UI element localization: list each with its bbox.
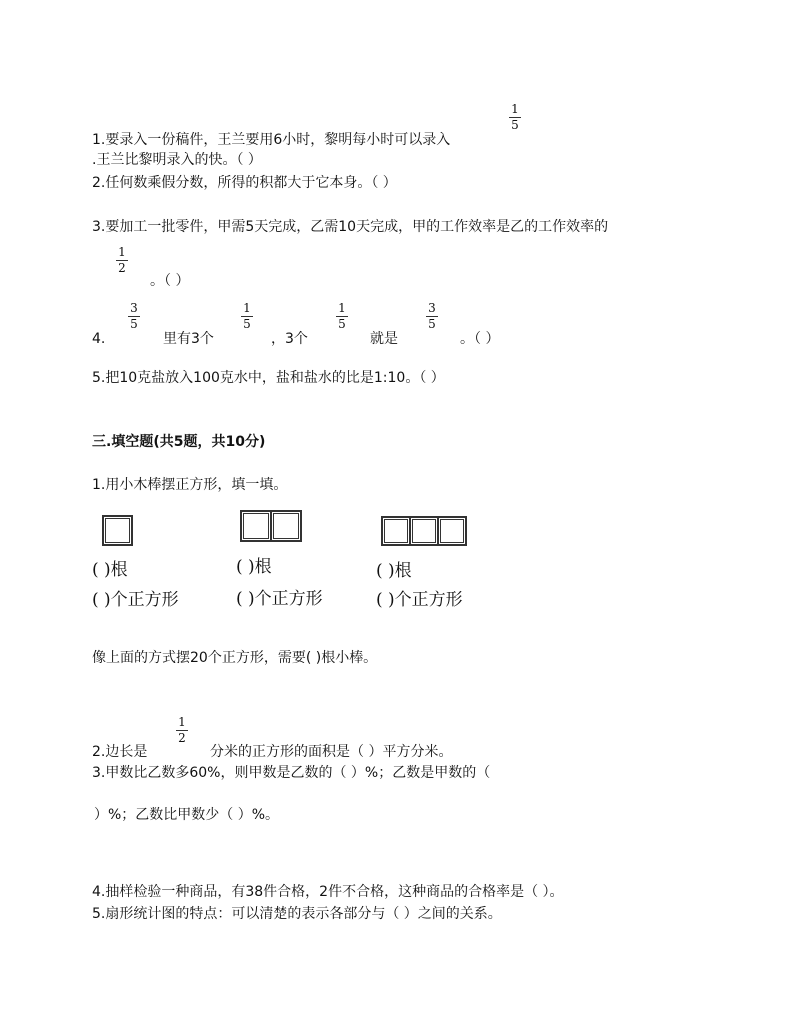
fill-question-5: 5.扇形统计图的特点：可以清楚的表示各部分与（ ）之间的关系。 xyxy=(92,906,502,922)
question-1-line2: .王兰比黎明录入的快。（ ） xyxy=(92,152,262,168)
fill-question-4: 4.抽样检验一种商品，有38件合格，2件不合格，这种商品的合格率是（ ）。 xyxy=(92,884,564,900)
question-3: 3.要加工一批零件，甲需5天完成，乙需10天完成，甲的工作效率是乙的工作效率的 xyxy=(92,219,609,235)
squares-blank-2: ( )个正方形 xyxy=(236,589,323,609)
fraction-q4-d xyxy=(424,302,440,331)
sticks-blank-2: ( )根 xyxy=(236,557,272,577)
fraction-numerator: 3 xyxy=(428,301,436,315)
section-heading: 三.填空题(共5题，共10分) xyxy=(92,434,266,450)
question-1-line1: 1.要录入一份稿件，王兰要用6小时，黎明每小时可以录入 xyxy=(92,132,451,148)
fraction-fill-q2 xyxy=(174,716,190,745)
fill-question-3-line1: 3.甲数比乙数多60%，则甲数是乙数的（ ）%；乙数是甲数的（ xyxy=(92,765,491,781)
fraction-numerator: 1 xyxy=(118,245,126,259)
question-4-mid3: 就是 xyxy=(370,331,398,347)
squares-blank-1: ( )个正方形 xyxy=(92,590,179,610)
question-4-mid1: 里有3个 xyxy=(163,331,214,347)
matchstick-square xyxy=(409,516,439,546)
fraction-denominator: 5 xyxy=(243,317,251,331)
fraction-q4-b xyxy=(239,302,255,331)
fill-question-2-start: 2.边长是 xyxy=(92,744,148,760)
fraction-numerator: 1 xyxy=(338,301,346,315)
fraction-q4-c xyxy=(334,302,350,331)
sticks-blank-1: ( )根 xyxy=(92,560,128,580)
sticks-blank-3: ( )根 xyxy=(376,561,412,581)
matchstick-square xyxy=(437,516,467,546)
fraction-denominator: 5 xyxy=(130,317,138,331)
question-4-number: 4. xyxy=(92,331,106,347)
fraction-q1 xyxy=(507,103,523,132)
fraction-numerator: 3 xyxy=(130,301,138,315)
squares-blank-3: ( )个正方形 xyxy=(376,590,463,610)
fraction-q3 xyxy=(114,246,130,275)
fraction-q4-a xyxy=(126,302,142,331)
fill-question-1-summary: 像上面的方式摆20个正方形，需要( )根小棒。 xyxy=(92,650,378,666)
question-2: 2.任何数乘假分数，所得的积都大于它本身。（ ） xyxy=(92,175,397,191)
matchstick-square xyxy=(381,516,411,546)
fraction-denominator: 2 xyxy=(118,261,126,275)
fill-question-3-line2: ）%；乙数比甲数少（ ）%。 xyxy=(94,807,280,823)
fraction-denominator: 5 xyxy=(428,317,436,331)
question-4-tail: 。（ ） xyxy=(460,331,500,347)
fraction-denominator: 5 xyxy=(511,118,519,132)
fraction-numerator: 1 xyxy=(511,102,519,116)
fraction-numerator: 1 xyxy=(178,715,186,729)
fill-question-1-intro: 1.用小木棒摆正方形，填一填。 xyxy=(92,477,288,493)
fraction-denominator: 5 xyxy=(338,317,346,331)
question-3-tail: 。（ ） xyxy=(150,273,190,289)
fill-question-2-end: 分米的正方形的面积是（ ）平方分米。 xyxy=(210,744,453,760)
matchstick-square xyxy=(240,510,272,542)
question-5: 5.把10克盐放入100克水中，盐和盐水的比是1:10。（ ） xyxy=(92,370,445,386)
fraction-denominator: 2 xyxy=(178,731,186,745)
matchstick-square xyxy=(270,510,302,542)
question-4-mid2: ，3个 xyxy=(271,331,308,347)
matchstick-square xyxy=(102,515,133,546)
fraction-numerator: 1 xyxy=(243,301,251,315)
